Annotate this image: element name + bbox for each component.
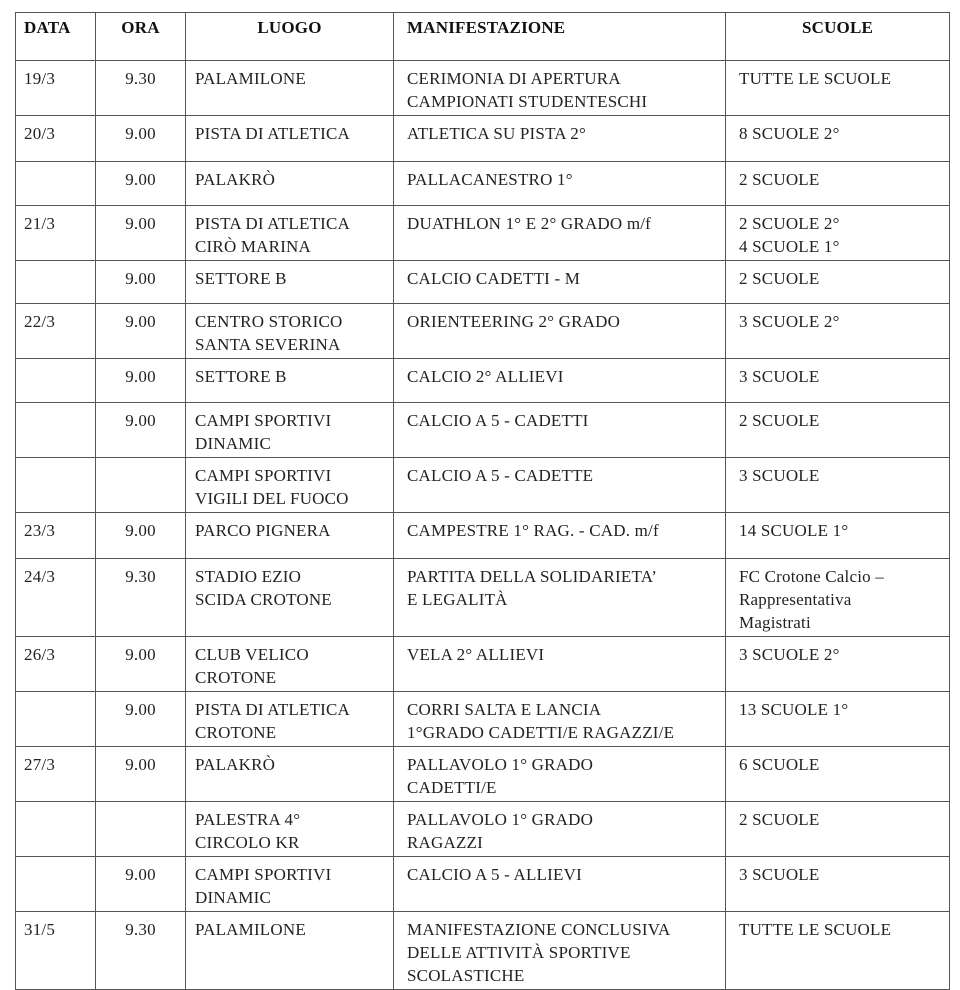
cell-luogo: PALAKRÒ bbox=[186, 162, 394, 206]
table-row bbox=[16, 559, 950, 637]
cell-luogo: SETTORE B bbox=[186, 359, 394, 403]
cell-data bbox=[16, 162, 96, 206]
cell-luogo: PISTA DI ATLETICA bbox=[186, 116, 394, 162]
cell-scuole: TUTTE LE SCUOLE bbox=[726, 61, 950, 116]
header-scuole: SCUOLE bbox=[726, 13, 950, 61]
cell-ora: 9.00 bbox=[96, 747, 186, 802]
cell-data: 31/5 bbox=[16, 912, 96, 990]
cell-manifestazione: MANIFESTAZIONE CONCLUSIVA DELLE ATTIVITÀ SPORTIVE SCOLASTICHE bbox=[394, 912, 726, 990]
cell-ora: 9.00 bbox=[96, 304, 186, 359]
schedule-table bbox=[15, 12, 950, 990]
table-row bbox=[16, 261, 950, 304]
cell-luogo: PARCO PIGNERA bbox=[186, 513, 394, 559]
cell-manifestazione: CALCIO A 5 - ALLIEVI bbox=[394, 857, 726, 912]
schedule-body bbox=[16, 61, 950, 990]
cell-scuole: FC Crotone Calcio – Rappresentativa Magistrati bbox=[726, 559, 950, 637]
cell-manifestazione: DUATHLON 1° E 2° GRADO m/f bbox=[394, 206, 726, 261]
cell-scuole: 2 SCUOLE 2° 4 SCUOLE 1° bbox=[726, 206, 950, 261]
cell-ora: 9.00 bbox=[96, 116, 186, 162]
cell-scuole: 3 SCUOLE 2° bbox=[726, 637, 950, 692]
cell-scuole: 3 SCUOLE bbox=[726, 359, 950, 403]
cell-luogo: CENTRO STORICO SANTA SEVERINA bbox=[186, 304, 394, 359]
cell-luogo: PISTA DI ATLETICA CROTONE bbox=[186, 692, 394, 747]
cell-scuole: TUTTE LE SCUOLE bbox=[726, 912, 950, 990]
cell-luogo: CAMPI SPORTIVI VIGILI DEL FUOCO bbox=[186, 458, 394, 513]
cell-ora: 9.00 bbox=[96, 359, 186, 403]
cell-scuole: 13 SCUOLE 1° bbox=[726, 692, 950, 747]
cell-manifestazione: CALCIO A 5 - CADETTI bbox=[394, 403, 726, 458]
cell-ora: 9.30 bbox=[96, 559, 186, 637]
cell-scuole: 2 SCUOLE bbox=[726, 261, 950, 304]
cell-manifestazione: PARTITA DELLA SOLIDARIETA’ E LEGALITÀ bbox=[394, 559, 726, 637]
cell-ora: 9.00 bbox=[96, 857, 186, 912]
cell-ora: 9.00 bbox=[96, 692, 186, 747]
header-manifestazione: MANIFESTAZIONE bbox=[394, 13, 726, 61]
cell-data: 22/3 bbox=[16, 304, 96, 359]
cell-manifestazione: CAMPESTRE 1° RAG. - CAD. m/f bbox=[394, 513, 726, 559]
cell-manifestazione: PALLACANESTRO 1° bbox=[394, 162, 726, 206]
cell-scuole: 2 SCUOLE bbox=[726, 403, 950, 458]
cell-manifestazione: PALLAVOLO 1° GRADO CADETTI/E bbox=[394, 747, 726, 802]
table-row bbox=[16, 61, 950, 116]
header-data: DATA bbox=[16, 13, 96, 61]
cell-data: 19/3 bbox=[16, 61, 96, 116]
cell-data: 21/3 bbox=[16, 206, 96, 261]
cell-ora bbox=[96, 802, 186, 857]
header-row bbox=[16, 13, 950, 61]
table-row bbox=[16, 513, 950, 559]
cell-ora: 9.00 bbox=[96, 261, 186, 304]
cell-ora: 9.30 bbox=[96, 912, 186, 990]
cell-manifestazione: VELA 2° ALLIEVI bbox=[394, 637, 726, 692]
cell-scuole: 3 SCUOLE 2° bbox=[726, 304, 950, 359]
table-row bbox=[16, 162, 950, 206]
cell-data bbox=[16, 458, 96, 513]
cell-data: 24/3 bbox=[16, 559, 96, 637]
table-row bbox=[16, 637, 950, 692]
cell-data bbox=[16, 261, 96, 304]
cell-luogo: SETTORE B bbox=[186, 261, 394, 304]
cell-luogo: PALESTRA 4° CIRCOLO KR bbox=[186, 802, 394, 857]
cell-data bbox=[16, 802, 96, 857]
table-row bbox=[16, 116, 950, 162]
cell-manifestazione: CALCIO CADETTI - M bbox=[394, 261, 726, 304]
cell-scuole: 2 SCUOLE bbox=[726, 162, 950, 206]
cell-luogo: PALAKRÒ bbox=[186, 747, 394, 802]
table-row bbox=[16, 857, 950, 912]
table-row bbox=[16, 359, 950, 403]
cell-luogo: CAMPI SPORTIVI DINAMIC bbox=[186, 857, 394, 912]
cell-luogo: CAMPI SPORTIVI DINAMIC bbox=[186, 403, 394, 458]
cell-data: 20/3 bbox=[16, 116, 96, 162]
cell-manifestazione: ATLETICA SU PISTA 2° bbox=[394, 116, 726, 162]
table-row bbox=[16, 304, 950, 359]
table-row bbox=[16, 802, 950, 857]
cell-data bbox=[16, 403, 96, 458]
cell-data bbox=[16, 692, 96, 747]
cell-manifestazione: CALCIO A 5 - CADETTE bbox=[394, 458, 726, 513]
cell-manifestazione: PALLAVOLO 1° GRADO RAGAZZI bbox=[394, 802, 726, 857]
cell-luogo: PISTA DI ATLETICA CIRÒ MARINA bbox=[186, 206, 394, 261]
cell-data bbox=[16, 857, 96, 912]
cell-ora: 9.00 bbox=[96, 206, 186, 261]
cell-ora: 9.00 bbox=[96, 513, 186, 559]
cell-data: 23/3 bbox=[16, 513, 96, 559]
cell-luogo: CLUB VELICO CROTONE bbox=[186, 637, 394, 692]
cell-ora: 9.00 bbox=[96, 637, 186, 692]
cell-luogo: PALAMILONE bbox=[186, 912, 394, 990]
header-luogo: LUOGO bbox=[186, 13, 394, 61]
cell-ora bbox=[96, 458, 186, 513]
table-row bbox=[16, 747, 950, 802]
cell-data: 27/3 bbox=[16, 747, 96, 802]
cell-scuole: 8 SCUOLE 2° bbox=[726, 116, 950, 162]
cell-luogo: STADIO EZIO SCIDA CROTONE bbox=[186, 559, 394, 637]
cell-scuole: 3 SCUOLE bbox=[726, 458, 950, 513]
cell-scuole: 3 SCUOLE bbox=[726, 857, 950, 912]
cell-ora: 9.30 bbox=[96, 61, 186, 116]
cell-manifestazione: CERIMONIA DI APERTURA CAMPIONATI STUDENTESCHI bbox=[394, 61, 726, 116]
table-row bbox=[16, 912, 950, 990]
cell-scuole: 2 SCUOLE bbox=[726, 802, 950, 857]
cell-manifestazione: ORIENTEERING 2° GRADO bbox=[394, 304, 726, 359]
table-row bbox=[16, 403, 950, 458]
cell-scuole: 14 SCUOLE 1° bbox=[726, 513, 950, 559]
cell-ora: 9.00 bbox=[96, 403, 186, 458]
cell-manifestazione: CALCIO 2° ALLIEVI bbox=[394, 359, 726, 403]
cell-manifestazione: CORRI SALTA E LANCIA 1°GRADO CADETTI/E RAGAZZI/E bbox=[394, 692, 726, 747]
cell-scuole: 6 SCUOLE bbox=[726, 747, 950, 802]
table-row bbox=[16, 458, 950, 513]
table-row bbox=[16, 206, 950, 261]
cell-data: 26/3 bbox=[16, 637, 96, 692]
cell-ora: 9.00 bbox=[96, 162, 186, 206]
cell-data bbox=[16, 359, 96, 403]
cell-luogo: PALAMILONE bbox=[186, 61, 394, 116]
header-ora: ORA bbox=[96, 13, 186, 61]
table-row bbox=[16, 692, 950, 747]
